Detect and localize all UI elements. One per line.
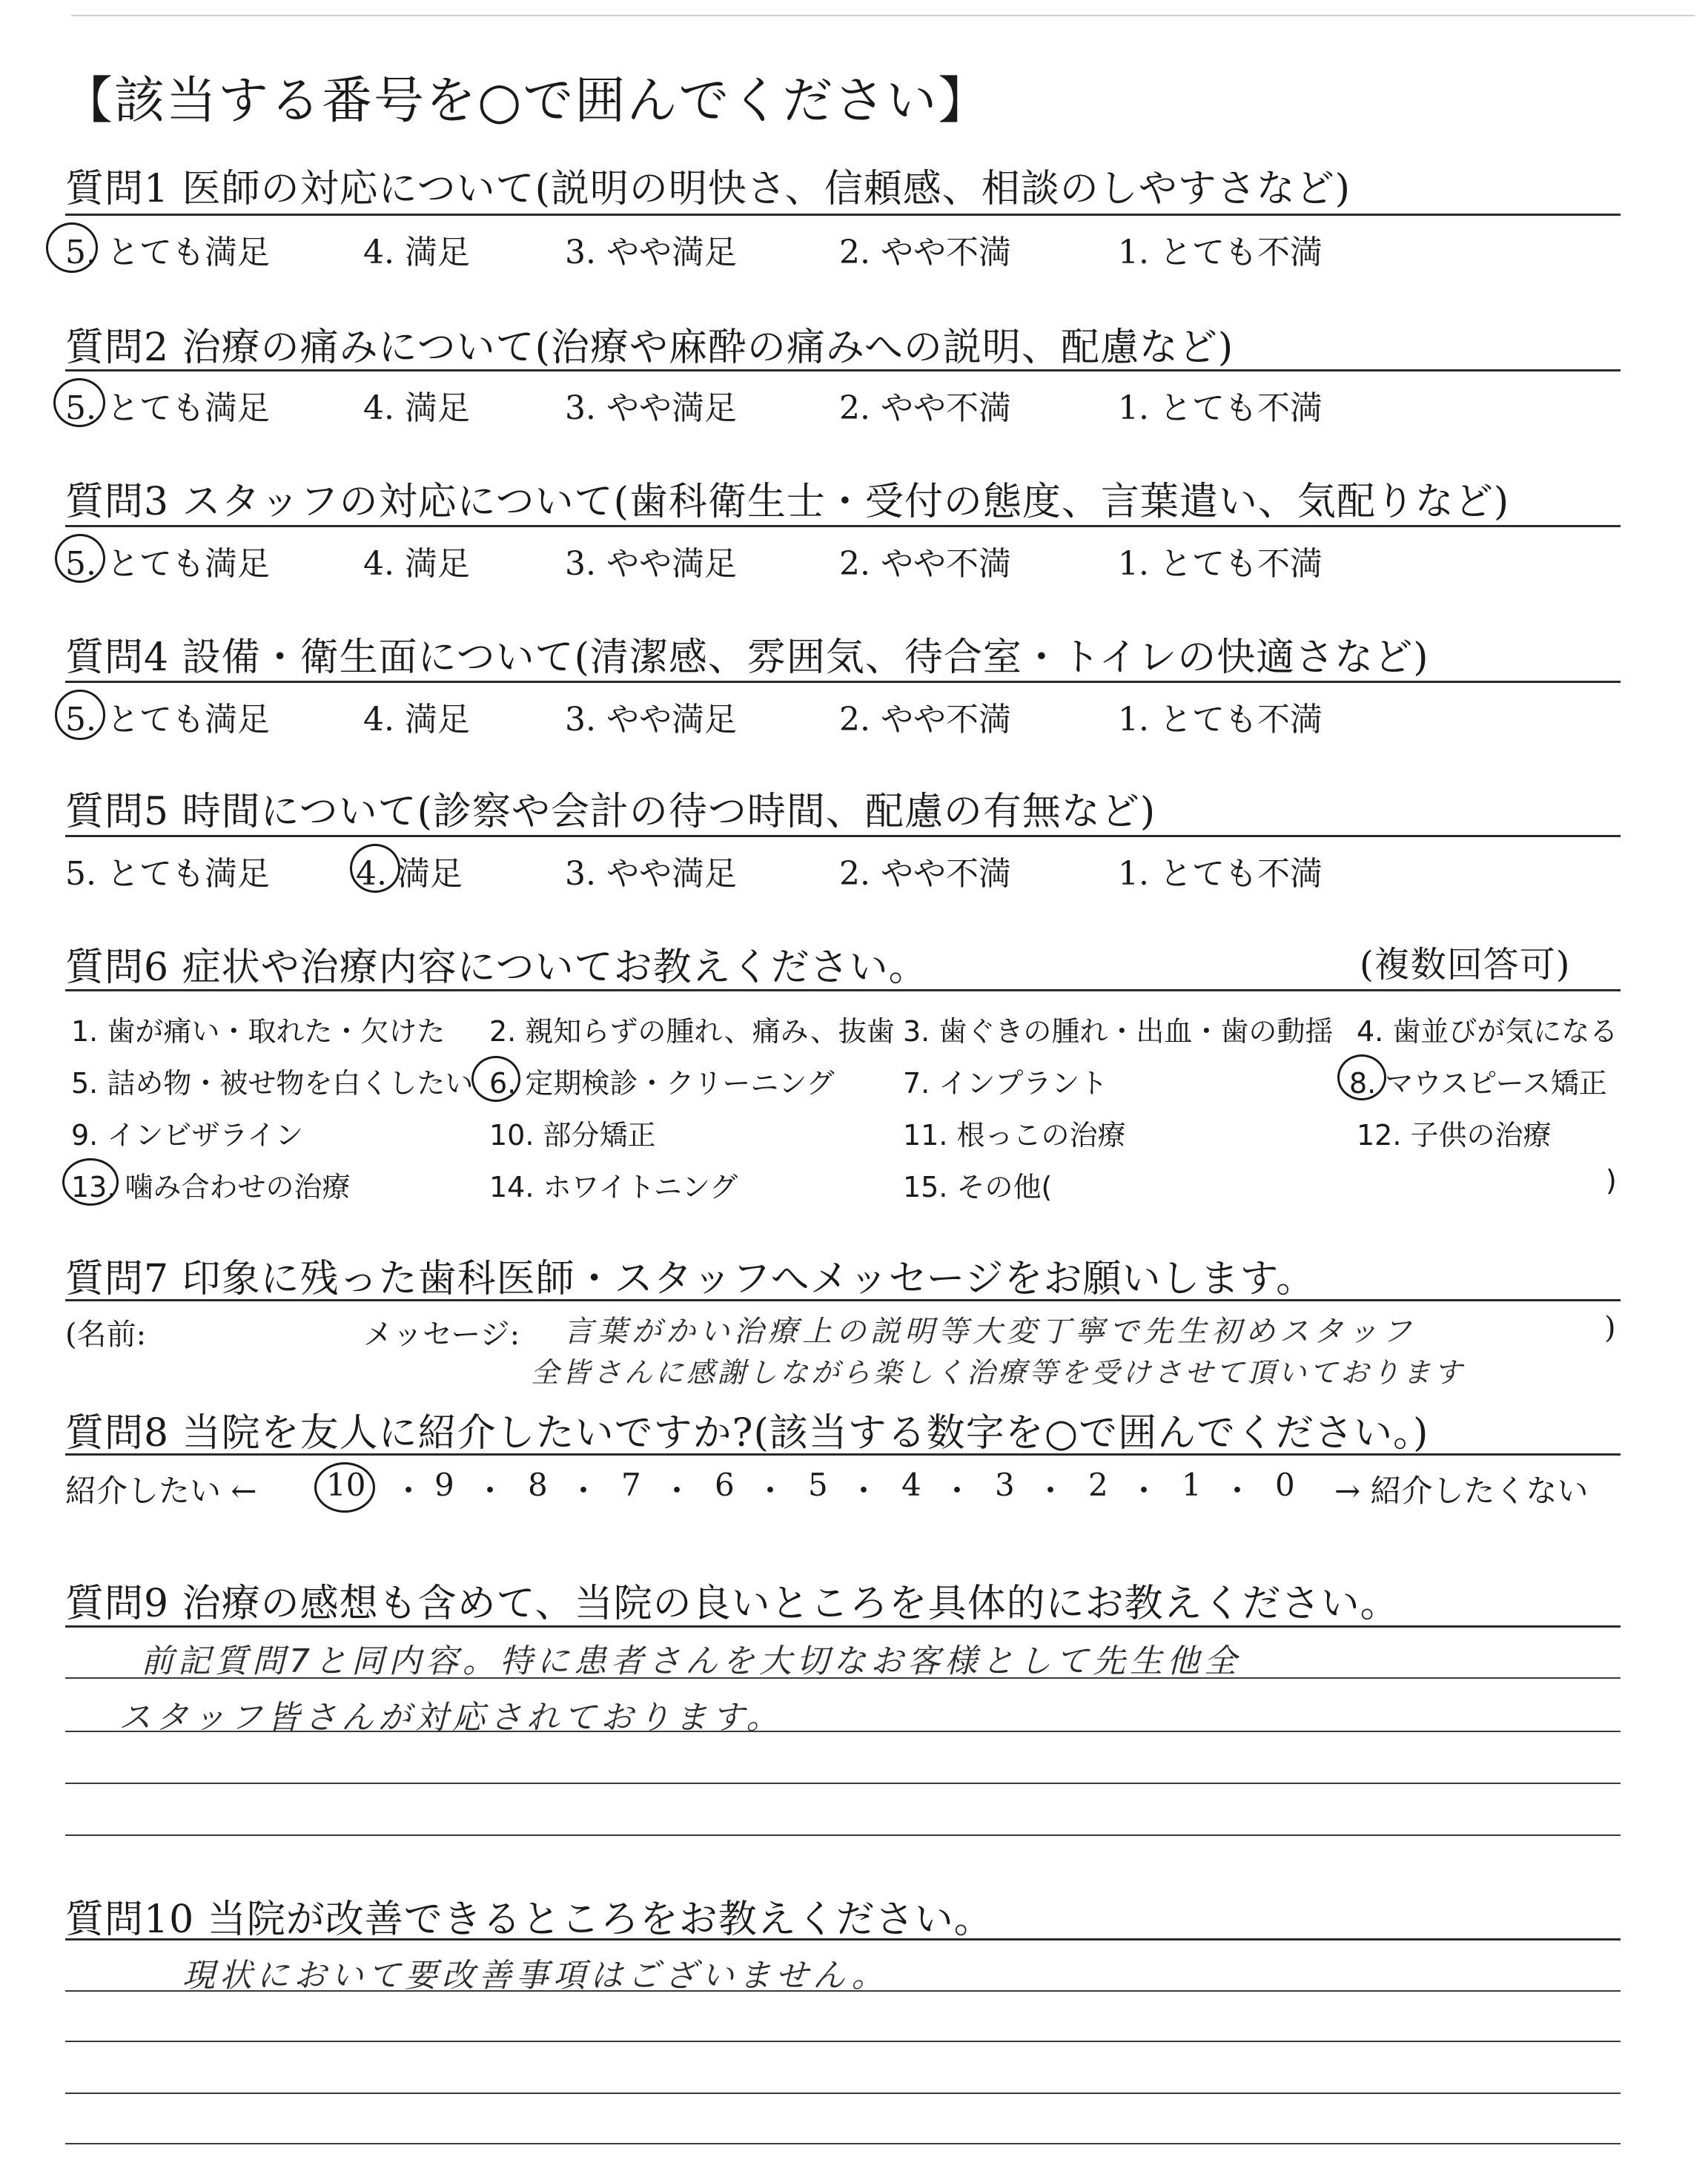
- q6-option-10[interactable]: 10. 部分矯正: [489, 1119, 656, 1152]
- q8-scale-9[interactable]: 9: [434, 1467, 454, 1503]
- q4-option-1[interactable]: 1. とても不満: [1118, 701, 1323, 739]
- q8-scale-10[interactable]: 10: [326, 1467, 366, 1503]
- q6-option-1[interactable]: 1. 歯が痛い・取れた・欠けた: [71, 1015, 446, 1048]
- q4-title: 質問4 設備・衛生面について(清潔感、雰囲気、待合室・トイレの快適さなど): [65, 635, 1429, 680]
- q6-option-12[interactable]: 12. 子供の治療: [1357, 1119, 1552, 1152]
- q8-dot: ・: [568, 1473, 600, 1509]
- q1-rule: [65, 214, 1621, 216]
- q6-option-7[interactable]: 7. インプラント: [903, 1067, 1108, 1100]
- q3-option-2[interactable]: 2. やや不満: [839, 545, 1011, 583]
- q5-option-2[interactable]: 2. やや不満: [839, 855, 1011, 893]
- q6-selection-circle-8: [1337, 1054, 1386, 1100]
- q8-right-label: → 紹介したくない: [1334, 1473, 1589, 1509]
- q10-answer-line-1: 現状において要改善事項はございません。: [182, 1957, 889, 1995]
- q8-dot: ・: [941, 1473, 973, 1509]
- q5-rule: [65, 835, 1621, 837]
- q9-line-3: [65, 1731, 1621, 1732]
- q3-option-1[interactable]: 1. とても不満: [1118, 545, 1323, 583]
- q8-dot: ・: [661, 1473, 693, 1509]
- q8-selection-circle: [314, 1462, 375, 1513]
- q1-option-3[interactable]: 3. やや満足: [565, 234, 737, 271]
- q6-option-2[interactable]: 2. 親知らずの腫れ、痛み、抜歯: [489, 1015, 895, 1048]
- q10-line-5: [65, 2143, 1621, 2144]
- q7-message-line-1: 言葉がかい治療上の説明等大変丁寧で先生初めスタッフ: [563, 1315, 1416, 1349]
- q1-title: 質問1 医師の対応について(説明の明快さ、信頼感、相談のしやすさなど): [65, 167, 1351, 211]
- q7-close-paren: ): [1604, 1311, 1616, 1345]
- q6-selection-circle-13: [62, 1158, 119, 1206]
- q7-rule: [65, 1299, 1621, 1301]
- q9-title: 質問9 治療の感想も含めて、当院の良いところを具体的にお教えください。: [65, 1582, 1400, 1626]
- q8-left-label: 紹介したい ←: [65, 1473, 257, 1509]
- q6-multiple-note: (複数回答可): [1360, 944, 1571, 985]
- q9-line-4: [65, 1783, 1621, 1784]
- q5-option-5[interactable]: 5. とても満足: [65, 855, 270, 893]
- q6-option-13[interactable]: 13. 噛み合わせの治療: [71, 1171, 351, 1203]
- q2-option-3[interactable]: 3. やや満足: [565, 389, 737, 427]
- q3-selection-circle: [55, 534, 105, 583]
- q8-dot: ・: [1128, 1473, 1160, 1509]
- q1-selection-circle: [46, 222, 98, 273]
- q4-option-4[interactable]: 4. 満足: [363, 701, 470, 739]
- q1-option-4[interactable]: 4. 満足: [363, 234, 470, 271]
- q6-option-14[interactable]: 14. ホワイトニング: [489, 1171, 738, 1203]
- q7-message-line-2: 全皆さんに感謝しながら楽しく治療等を受けさせて頂いております: [531, 1356, 1466, 1389]
- q2-option-2[interactable]: 2. やや不満: [839, 389, 1011, 427]
- top-border: [71, 15, 1695, 16]
- q8-dot: ・: [474, 1473, 506, 1509]
- q2-selection-circle: [53, 378, 105, 427]
- q8-scale-2[interactable]: 2: [1088, 1467, 1108, 1503]
- q8-scale-8[interactable]: 8: [528, 1467, 548, 1503]
- q8-dot: ・: [1222, 1473, 1254, 1509]
- q5-title: 質問5 時間について(診察や会計の待つ時間、配慮の有無など): [65, 790, 1156, 834]
- q8-scale-7[interactable]: 7: [621, 1467, 641, 1503]
- q3-option-5[interactable]: 5. とても満足: [65, 545, 270, 583]
- q9-answer-line-2: スタッフ皆さんが対応されております。: [119, 1699, 784, 1737]
- q6-option-5[interactable]: 5. 詰め物・被せ物を白くしたい: [71, 1067, 474, 1100]
- q8-scale-6[interactable]: 6: [715, 1467, 735, 1503]
- q5-option-3[interactable]: 3. やや満足: [565, 855, 737, 893]
- q8-rule: [65, 1453, 1621, 1456]
- q3-rule: [65, 525, 1621, 527]
- q6-option-3[interactable]: 3. 歯ぐきの腫れ・出血・歯の動揺: [903, 1015, 1334, 1048]
- q6-option-15-close: ): [1606, 1164, 1617, 1197]
- q10-line-4: [65, 2093, 1621, 2094]
- q6-option-4[interactable]: 4. 歯並びが気になる: [1357, 1015, 1618, 1048]
- q2-option-5[interactable]: 5. とても満足: [65, 389, 270, 427]
- form-title: 【該当する番号を○で囲んでください】: [62, 72, 990, 131]
- q4-option-5[interactable]: 5. とても満足: [65, 701, 270, 739]
- q8-scale-4[interactable]: 4: [901, 1467, 921, 1503]
- q8-scale-5[interactable]: 5: [808, 1467, 828, 1503]
- q7-name-label: (名前:: [65, 1318, 147, 1352]
- q8-dot: ・: [848, 1473, 880, 1509]
- q8-scale-0[interactable]: 0: [1275, 1467, 1295, 1503]
- q2-option-4[interactable]: 4. 満足: [363, 389, 470, 427]
- q6-rule: [65, 989, 1621, 991]
- q5-option-4[interactable]: 4. 満足: [356, 855, 463, 893]
- q6-option-15[interactable]: 15. その他(: [903, 1171, 1053, 1203]
- q1-option-2[interactable]: 2. やや不満: [839, 234, 1011, 271]
- q10-rule: [65, 1938, 1621, 1941]
- q10-line-3: [65, 2041, 1621, 2042]
- q6-selection-circle-6: [471, 1056, 520, 1102]
- q7-message-label: メッセージ:: [363, 1318, 520, 1352]
- q2-rule: [65, 369, 1621, 371]
- q2-option-1[interactable]: 1. とても不満: [1118, 389, 1323, 427]
- q3-option-3[interactable]: 3. やや満足: [565, 545, 737, 583]
- q8-dot: ・: [755, 1473, 787, 1509]
- q8-scale-1[interactable]: 1: [1182, 1467, 1202, 1503]
- q8-dot: ・: [393, 1473, 425, 1509]
- q8-dot: ・: [1035, 1473, 1067, 1509]
- q4-selection-circle: [55, 690, 105, 740]
- q6-option-8[interactable]: 8. マウスピース矯正: [1349, 1067, 1607, 1100]
- q6-option-9[interactable]: 9. インビザライン: [71, 1119, 304, 1152]
- q6-title: 質問6 症状や治療内容についてお教えください。: [65, 945, 928, 990]
- q2-title: 質問2 治療の痛みについて(治療や麻酔の痛みへの説明、配慮など): [65, 326, 1234, 370]
- q10-line-2: [65, 1990, 1621, 1992]
- q4-option-2[interactable]: 2. やや不満: [839, 701, 1011, 739]
- q1-option-5[interactable]: 5. とても満足: [65, 234, 270, 271]
- q8-title: 質問8 当院を友人に紹介したいですか?(該当する数字を○で囲んでください。): [65, 1411, 1429, 1456]
- q6-option-6[interactable]: 6. 定期検診・クリーニング: [489, 1067, 835, 1100]
- q5-option-1[interactable]: 1. とても不満: [1118, 855, 1323, 893]
- q9-answer-line-1: 前記質問7と同内容。特に患者さんを大切なお客様として先生他全: [141, 1642, 1241, 1680]
- q8-scale-3[interactable]: 3: [995, 1467, 1015, 1503]
- q6-option-11[interactable]: 11. 根っこの治療: [903, 1119, 1126, 1152]
- q4-rule: [65, 681, 1621, 683]
- q7-title: 質問7 印象に残った歯科医師・スタッフへメッセージをお願いします。: [65, 1257, 1316, 1301]
- q3-option-4[interactable]: 4. 満足: [363, 545, 470, 583]
- q5-selection-circle: [350, 844, 400, 893]
- q9-line-5: [65, 1834, 1621, 1836]
- q9-line-2: [65, 1677, 1621, 1679]
- q4-option-3[interactable]: 3. やや満足: [565, 701, 737, 739]
- q3-title: 質問3 スタッフの対応について(歯科衛生士・受付の態度、言葉遣い、気配りなど): [65, 480, 1510, 524]
- q1-option-1[interactable]: 1. とても不満: [1118, 234, 1323, 271]
- q9-rule: [65, 1625, 1621, 1628]
- q10-title: 質問10 当院が改善できるところをお教えください。: [65, 1898, 993, 1942]
